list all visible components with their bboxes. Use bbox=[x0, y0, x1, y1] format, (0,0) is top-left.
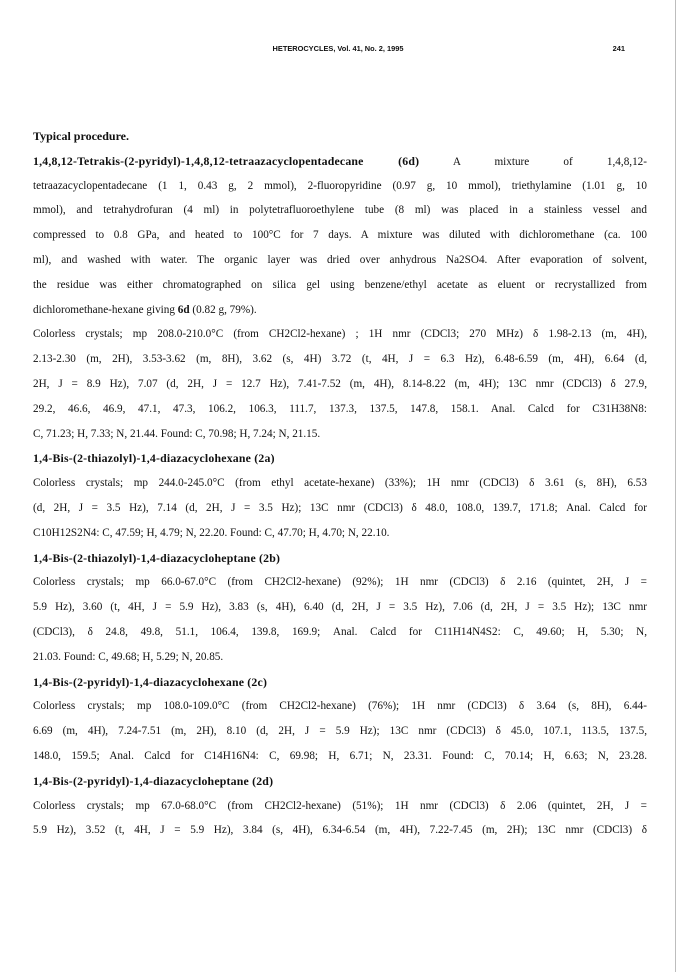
data-line: 148.0, 159.5; Anal. Calcd for C14H16N4: C, 69.98; H, 6.71; N, 23.31. Found: C, 70.14; H, 6.63; N, 23.28. bbox=[33, 749, 647, 762]
data-line: Colorless crystals; mp 244.0-245.0°C (from ethyl acetate-hexane) (33%); 1H nmr (CDCl3) δ 3.61 (s, 8H), 6.53 bbox=[33, 477, 647, 490]
data-line: 29.2, 46.6, 46.9, 47.1, 47.3, 106.2, 106.3, 111.7, 137.3, 137.5, 147.8, 158.1. Anal. Calcd for C31H38N8: bbox=[33, 402, 647, 415]
journal-citation: HETEROCYCLES, Vol. 41, No. 2, 1995 bbox=[272, 44, 404, 53]
data-line: 2.13-2.30 (m, 2H), 3.53-3.62 (m, 8H), 3.62 (s, 4H) 3.72 (t, 4H, J = 6.3 Hz), 6.48-6.59 (m, 4H), 6.64 (d, bbox=[33, 353, 647, 366]
data-line: 21.03. Found: C, 49.68; H, 5.29; N, 20.85. bbox=[33, 650, 224, 663]
compound-title: 1,4-Bis-(2-pyridyl)-1,4-diazacyclohexane (2c) bbox=[33, 674, 268, 689]
paragraph-line: tetraazacyclopentadecane (1 1, 0.43 g, 2 mmol), 2-fluoropyridine (0.97 g, 10 mmol), triethylamine (1.01 g, 10 bbox=[33, 179, 647, 192]
paragraph-line: mmol), and tetrahydrofuran (4 ml) in polytetrafluoroethylene tube (8 ml) was placed in a stainless vessel and bbox=[33, 204, 647, 217]
data-line: (CDCl3), δ 24.8, 49.8, 51.1, 106.4, 139.8, 169.9; Anal. Calcd for C11H14N4S2: C, 49.60; H, 5.30; N, bbox=[33, 625, 647, 638]
data-line: C10H12S2N4: C, 47.59; H, 4.79; N, 22.20. Found: C, 47.70; H, 4.70; N, 22.10. bbox=[33, 526, 390, 539]
paragraph-line: compressed to 0.8 GPa, and heated to 100°C for 7 days. A mixture was diluted with dichloromethane (ca. 100 bbox=[33, 229, 647, 242]
paragraph-text: (0.82 g, 79%). bbox=[189, 303, 257, 316]
paragraph-line bbox=[33, 298, 647, 323]
compound-title: 1,4-Bis-(2-pyridyl)-1,4-diazacycloheptane (2d) bbox=[33, 773, 274, 788]
data-line: Colorless crystals; mp 108.0-109.0°C (from CH2Cl2-hexane) (76%); 1H nmr (CDCl3) δ 3.64 (s, 8H), 6.44- bbox=[33, 700, 647, 713]
paragraph-line: the residue was either chromatographed on silica gel using benzene/ethyl acetate as eluent or recrystallized from bbox=[33, 278, 647, 291]
paragraph-text: dichloromethane-hexane giving bbox=[33, 303, 178, 316]
data-line: 2H, J = 8.9 Hz), 7.07 (d, 2H, J = 12.7 Hz), 7.41-7.52 (m, 4H), 8.14-8.22 (m, 4H); 13C nmr (CDCl3) δ 27.9, bbox=[33, 377, 647, 390]
data-line: 5.9 Hz), 3.60 (t, 4H, J = 5.9 Hz), 3.83 (s, 4H), 6.40 (d, 2H, J = 3.5 Hz), 7.06 (d, 2H, J = 3.5 Hz); 13C nmr bbox=[33, 601, 647, 614]
data-line: 5.9 Hz), 3.52 (t, 4H, J = 5.9 Hz), 3.84 (s, 4H), 6.34-6.54 (m, 4H), 7.22-7.45 (m, 2H); 13C nmr (CDCl3) δ bbox=[33, 824, 647, 837]
data-line: C, 71.23; H, 7.33; N, 21.44. Found: C, 70.98; H, 7.24; N, 21.15. bbox=[33, 427, 321, 440]
compound-title: 1,4-Bis-(2-thiazolyl)-1,4-diazacycloheptane (2b) bbox=[33, 550, 281, 565]
data-line: Colorless crystals; mp 208.0-210.0°C (from CH2Cl2-hexane) ; 1H nmr (CDCl3; 270 MHz) δ 1.98-2.13 (m, 4H), bbox=[33, 328, 647, 341]
data-line: (d, 2H, J = 3.5 Hz), 7.14 (d, 2H, J = 3.5 Hz); 13C nmr (CDCl3) δ 48.0, 108.0, 139.7, 171.8; Anal. Calcd for bbox=[33, 501, 647, 514]
compound-title: 1,4-Bis-(2-thiazolyl)-1,4-diazacyclohexane (2a) bbox=[33, 451, 275, 466]
section-heading: Typical procedure. bbox=[33, 129, 129, 143]
data-line: Colorless crystals; mp 66.0-67.0°C (from CH2Cl2-hexane) (92%); 1H nmr (CDCl3) δ 2.16 (quintet, 2H, J = bbox=[33, 576, 647, 589]
data-line: 6.69 (m, 4H), 7.24-7.51 (m, 2H), 8.10 (d, 2H, J = 5.9 Hz); 13C nmr (CDCl3) δ 45.0, 107.1, 113.5, 137.5, bbox=[33, 725, 647, 738]
compound-title: 1,4,8,12-Tetrakis-(2-pyridyl)-1,4,8,12-tetraazacyclopentadecane (6d) bbox=[33, 153, 420, 168]
paragraph-text: A mixture of 1,4,8,12- bbox=[419, 155, 647, 168]
page-number: 241 bbox=[612, 44, 625, 53]
data-line: Colorless crystals; mp 67.0-68.0°C (from CH2Cl2-hexane) (51%); 1H nmr (CDCl3) δ 2.06 (quintet, 2H, J = bbox=[33, 799, 647, 812]
running-header bbox=[0, 44, 676, 58]
paragraph-line: ml), and washed with water. The organic layer was dried over anhydrous Na2SO4. After evaporation of solvent, bbox=[33, 253, 647, 266]
paragraph-line bbox=[33, 149, 647, 174]
compound-number: 6d bbox=[177, 303, 190, 316]
body-text bbox=[33, 124, 647, 843]
